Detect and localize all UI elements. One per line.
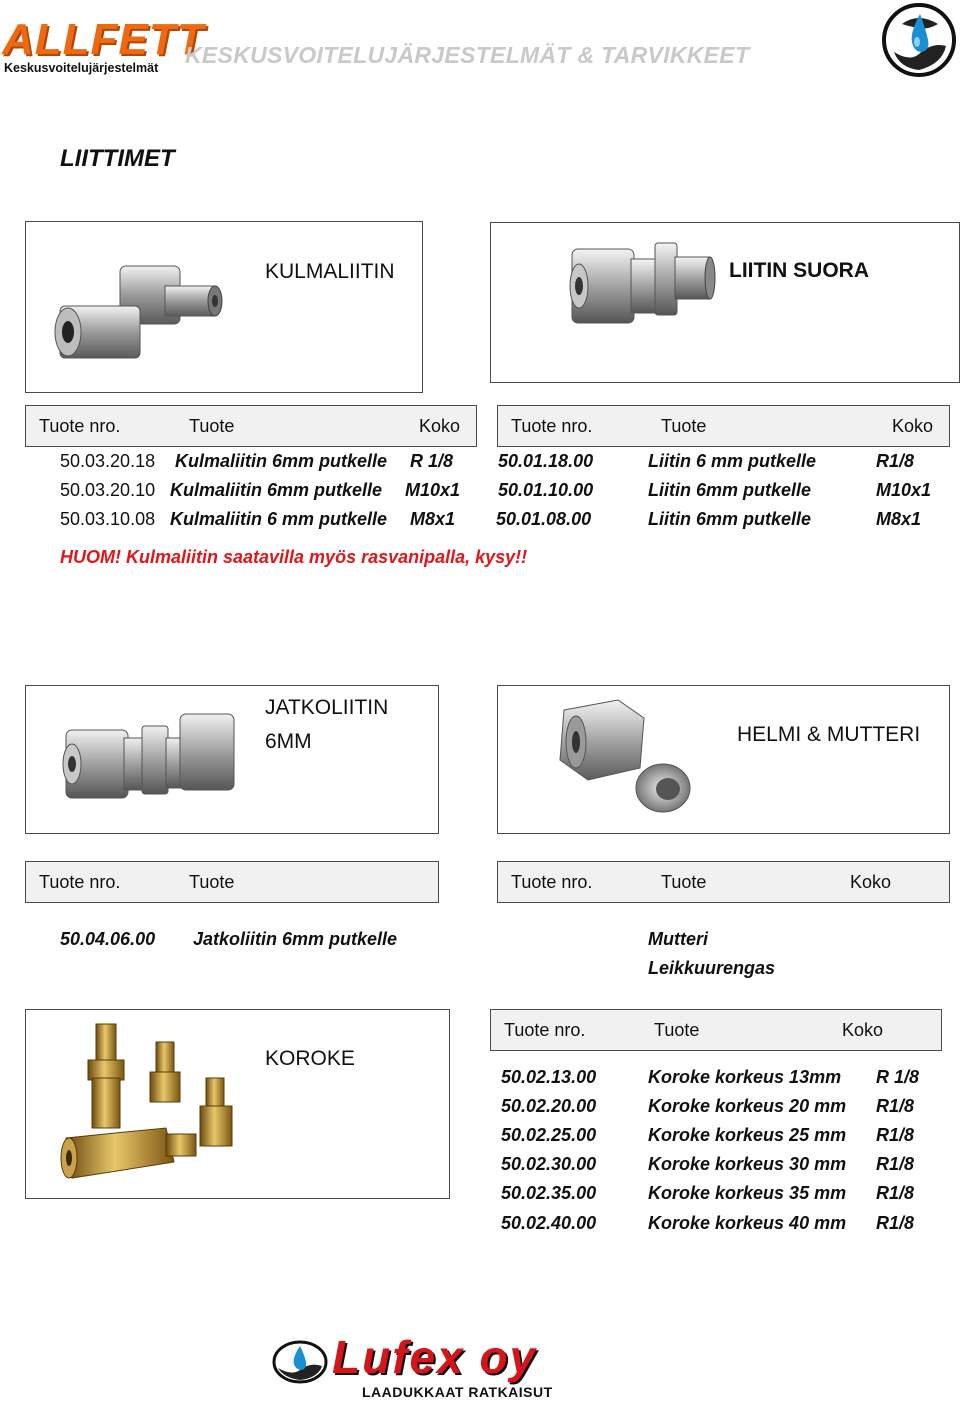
col-koko: Koko <box>850 872 892 892</box>
col-tuote: Tuote <box>189 872 235 892</box>
helmi-mutteri-title: HELMI & MUTTERI <box>737 723 921 746</box>
allfett-logo-subtitle: Keskusvoitelujärjestelmät <box>4 61 159 75</box>
col-tuote: Tuote <box>661 416 707 436</box>
koroke-title: KOROKE <box>265 1047 355 1070</box>
table-row: 50.04.06.00 <box>60 929 156 949</box>
jatkoliitin-title: JATKOLIITIN <box>265 696 389 719</box>
table-row: 50.01.10.00 <box>498 480 594 500</box>
table-row-product: Jatkoliitin 6mm putkelle <box>193 929 398 949</box>
col-tuote: Tuote <box>661 872 707 892</box>
lufex-droplet-icon <box>272 1340 328 1384</box>
table-row-product: Koroke korkeus 35 mm <box>648 1183 847 1203</box>
table-row-size: R1/8 <box>876 451 915 471</box>
jatkoliitin-box <box>25 685 439 834</box>
col-koko: Koko <box>419 416 461 436</box>
kulmaliitin-title: KULMALIITIN <box>265 260 395 283</box>
table-row-product: Mutteri <box>648 929 708 949</box>
table-row-product: Kulmaliitin 6mm putkelle <box>170 480 383 500</box>
table-row: 50.02.30.00 <box>501 1154 597 1174</box>
union-fitting-icon <box>60 708 240 808</box>
elbow-fitting-icon <box>50 256 230 376</box>
col-tuote-nro: Tuote nro. <box>504 1020 586 1040</box>
col-tuote-nro: Tuote nro. <box>511 416 593 436</box>
table-row: 50.02.13.00 <box>501 1067 597 1087</box>
kulmaliitin-table-header <box>25 405 477 447</box>
table-row: 50.02.25.00 <box>501 1125 597 1145</box>
table-row-size: R1/8 <box>876 1154 915 1174</box>
jatkoliitin-table-header <box>25 861 439 903</box>
table-row-product: Koroke korkeus 13mm <box>648 1067 842 1087</box>
table-row-product: Leikkuurengas <box>648 958 776 978</box>
nut-and-ring-icon <box>548 696 698 820</box>
lufex-logo: Lufex oy <box>332 1331 538 1383</box>
lufex-slogan: LAADUKKAAT RATKAISUT <box>362 1384 553 1400</box>
col-tuote-nro: Tuote nro. <box>511 872 593 892</box>
col-tuote: Tuote <box>189 416 235 436</box>
col-tuote-nro: Tuote nro. <box>39 416 121 436</box>
helmi-mutteri-box <box>497 685 950 834</box>
table-row: 50.02.20.00 <box>501 1096 597 1116</box>
col-koko: Koko <box>892 416 934 436</box>
col-tuote-nro: Tuote nro. <box>39 872 121 892</box>
helmi-mutteri-table-header <box>497 861 950 903</box>
table-row: 50.03.20.10 <box>60 480 156 500</box>
liitin-suora-title: LIITIN SUORA <box>729 259 869 282</box>
straight-fitting-icon <box>567 239 717 329</box>
table-row: 50.01.18.00 <box>498 451 594 471</box>
table-row-product: Kulmaliitin 6mm putkelle <box>175 451 388 471</box>
table-row: 50.03.20.18 <box>60 451 156 471</box>
table-row-size: M10x1 <box>876 480 932 500</box>
table-row-size: M8x1 <box>876 509 922 529</box>
table-row-product: Liitin 6mm putkelle <box>648 509 812 529</box>
koroke-table-header <box>490 1009 942 1051</box>
table-row-product: Koroke korkeus 40 mm <box>648 1213 847 1233</box>
table-row-size: R1/8 <box>876 1183 915 1203</box>
col-koko: Koko <box>842 1020 884 1040</box>
table-row: 50.01.08.00 <box>496 509 592 529</box>
col-tuote: Tuote <box>654 1020 700 1040</box>
table-row-product: Liitin 6mm putkelle <box>648 480 812 500</box>
header-tagline: KESKUSVOITELUJÄRJESTELMÄT & TARVIKKEET <box>185 42 750 68</box>
droplet-emblem-icon <box>880 2 958 78</box>
kulmaliitin-box <box>25 221 423 393</box>
liitin-suora-table-header <box>497 405 950 447</box>
table-row: 50.02.35.00 <box>501 1183 597 1203</box>
table-row-size: R 1/8 <box>410 451 454 471</box>
table-row-size: R1/8 <box>876 1096 915 1116</box>
table-row-product: Koroke korkeus 30 mm <box>648 1154 847 1174</box>
table-row-product: Liitin 6 mm putkelle <box>648 451 817 471</box>
availability-note: HUOM! Kulmaliitin saatavilla myös rasvanipalla, kysy!! <box>60 547 528 567</box>
table-row-size: R1/8 <box>876 1125 915 1145</box>
table-row-product: Kulmaliitin 6 mm putkelle <box>170 509 388 529</box>
table-row-product: Koroke korkeus 25 mm <box>648 1125 847 1145</box>
koroke-box <box>25 1009 450 1199</box>
brass-spacers-icon <box>56 1020 256 1190</box>
table-row-size: R 1/8 <box>876 1067 920 1087</box>
table-row: 50.02.40.00 <box>501 1213 597 1233</box>
table-row-size: M8x1 <box>410 509 456 529</box>
table-row-product: Koroke korkeus 20 mm <box>648 1096 847 1116</box>
page-title: LIITTIMET <box>60 145 175 172</box>
table-row-size: R1/8 <box>876 1213 915 1233</box>
allfett-logo: ALLFETT <box>2 15 205 64</box>
liitin-suora-box <box>490 222 960 383</box>
table-row-size: M10x1 <box>405 480 461 500</box>
table-row: 50.03.10.08 <box>60 509 156 529</box>
jatkoliitin-title-size: 6MM <box>265 730 312 753</box>
